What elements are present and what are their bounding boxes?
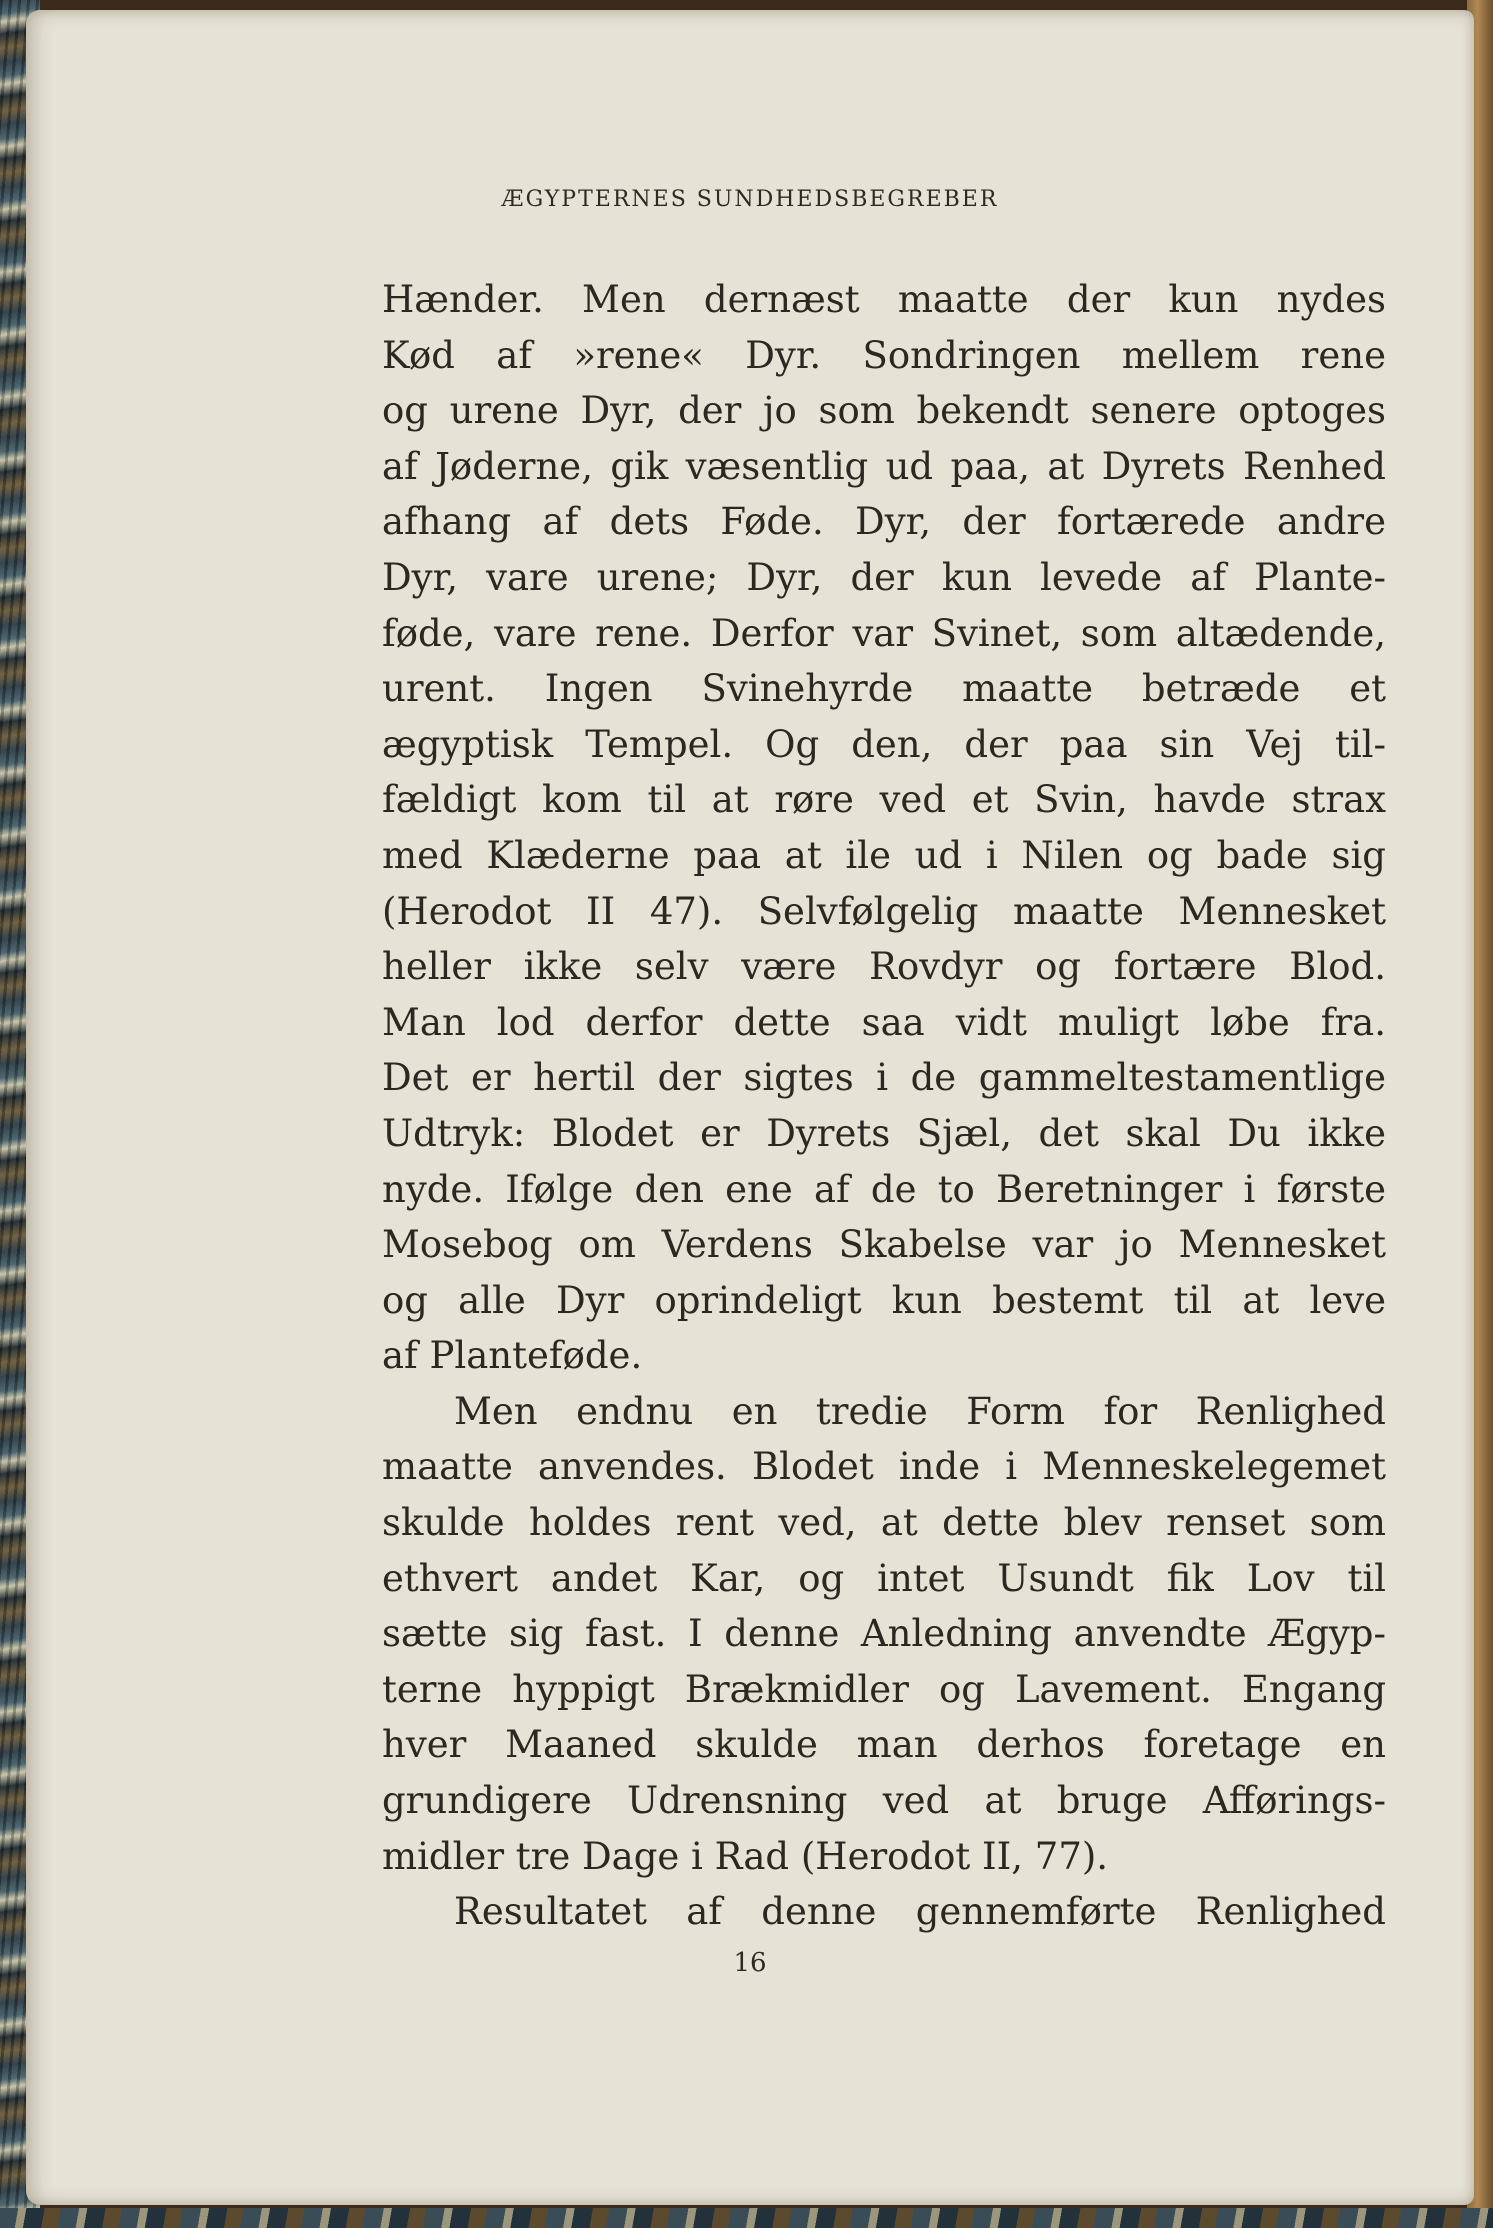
text-line: midler tre Dage i Rad (Herodot II, 77).	[382, 1834, 1109, 1878]
text-line: Hænder. Men dernæst maatte der kun nydes	[382, 278, 1386, 321]
text-line: Resultatet af denne gennemførte Renlighed	[454, 1890, 1386, 1934]
text-line: Det er hertil der sigtes i de gammeltestamentlige	[382, 1056, 1386, 1100]
text-line: skulde holdes rent ved, at dette blev renset som	[382, 1501, 1386, 1545]
text-line: maatte anvendes. Blodet inde i Menneskelegemet	[382, 1445, 1386, 1489]
text-line: fældigt kom til at røre ved et Svin, havde strax	[382, 778, 1386, 822]
text-line: Dyr, vare urene; Dyr, der kun levede af Plante-	[382, 555, 1386, 599]
text-line: sætte sig fast. I denne Anledning anvendte Ægyp-	[382, 1612, 1386, 1656]
running-head: ÆGYPTERNES SUNDHEDSBEGREBER	[501, 187, 999, 212]
text-line: og urene Dyr, der jo som bekendt senere optoges	[382, 389, 1386, 433]
text-line: Man lod derfor dette saa vidt muligt løbe fra.	[382, 1000, 1386, 1044]
text-line: terne hyppigt Brækmidler og Lavement. Engang	[382, 1667, 1386, 1711]
text-line: føde, vare rene. Derfor var Svinet, som altædende,	[382, 611, 1386, 655]
book-page	[26, 10, 1474, 2205]
text-line: Udtryk: Blodet er Dyrets Sjæl, det skal Du ikke	[382, 1111, 1386, 1155]
text-line: Men endnu en tredie Form for Renlighed	[454, 1389, 1386, 1433]
text-line: og alle Dyr oprindeligt kun bestemt til at leve	[382, 1278, 1386, 1322]
body-text	[382, 272, 1386, 1940]
text-line: heller ikke selv være Rovdyr og fortære Blod.	[382, 945, 1386, 989]
text-line: Mosebog om Verdens Skabelse var jo Mennesket	[382, 1223, 1386, 1267]
page-number: 16	[733, 1948, 767, 1978]
text-line: af Planteføde.	[382, 1334, 643, 1378]
text-line: Kød af »rene« Dyr. Sondringen mellem rene	[382, 333, 1386, 377]
text-line: (Herodot II 47). Selvfølgelig maatte Mennesket	[382, 889, 1386, 933]
text-line: urent. Ingen Svinehyrde maatte betræde et	[382, 667, 1386, 711]
text-line: af Jøderne, gik væsentlig ud paa, at Dyrets Renhed	[382, 444, 1386, 488]
text-line: hver Maaned skulde man derhos foretage en	[382, 1723, 1386, 1767]
text-line: grundigere Udrensning ved at bruge Afførings-	[382, 1779, 1386, 1823]
text-line: med Klæderne paa at ile ud i Nilen og bade sig	[382, 833, 1386, 877]
text-line: ethvert andet Kar, og intet Usundt fik Lov til	[382, 1556, 1386, 1600]
text-line: nyde. Ifølge den ene af de to Beretninger i første	[382, 1167, 1386, 1211]
text-line: ægyptisk Tempel. Og den, der paa sin Vej til-	[382, 722, 1386, 766]
marbled-endpaper-bottom	[0, 2208, 1493, 2228]
text-line: afhang af dets Føde. Dyr, der fortærede andre	[382, 500, 1386, 544]
